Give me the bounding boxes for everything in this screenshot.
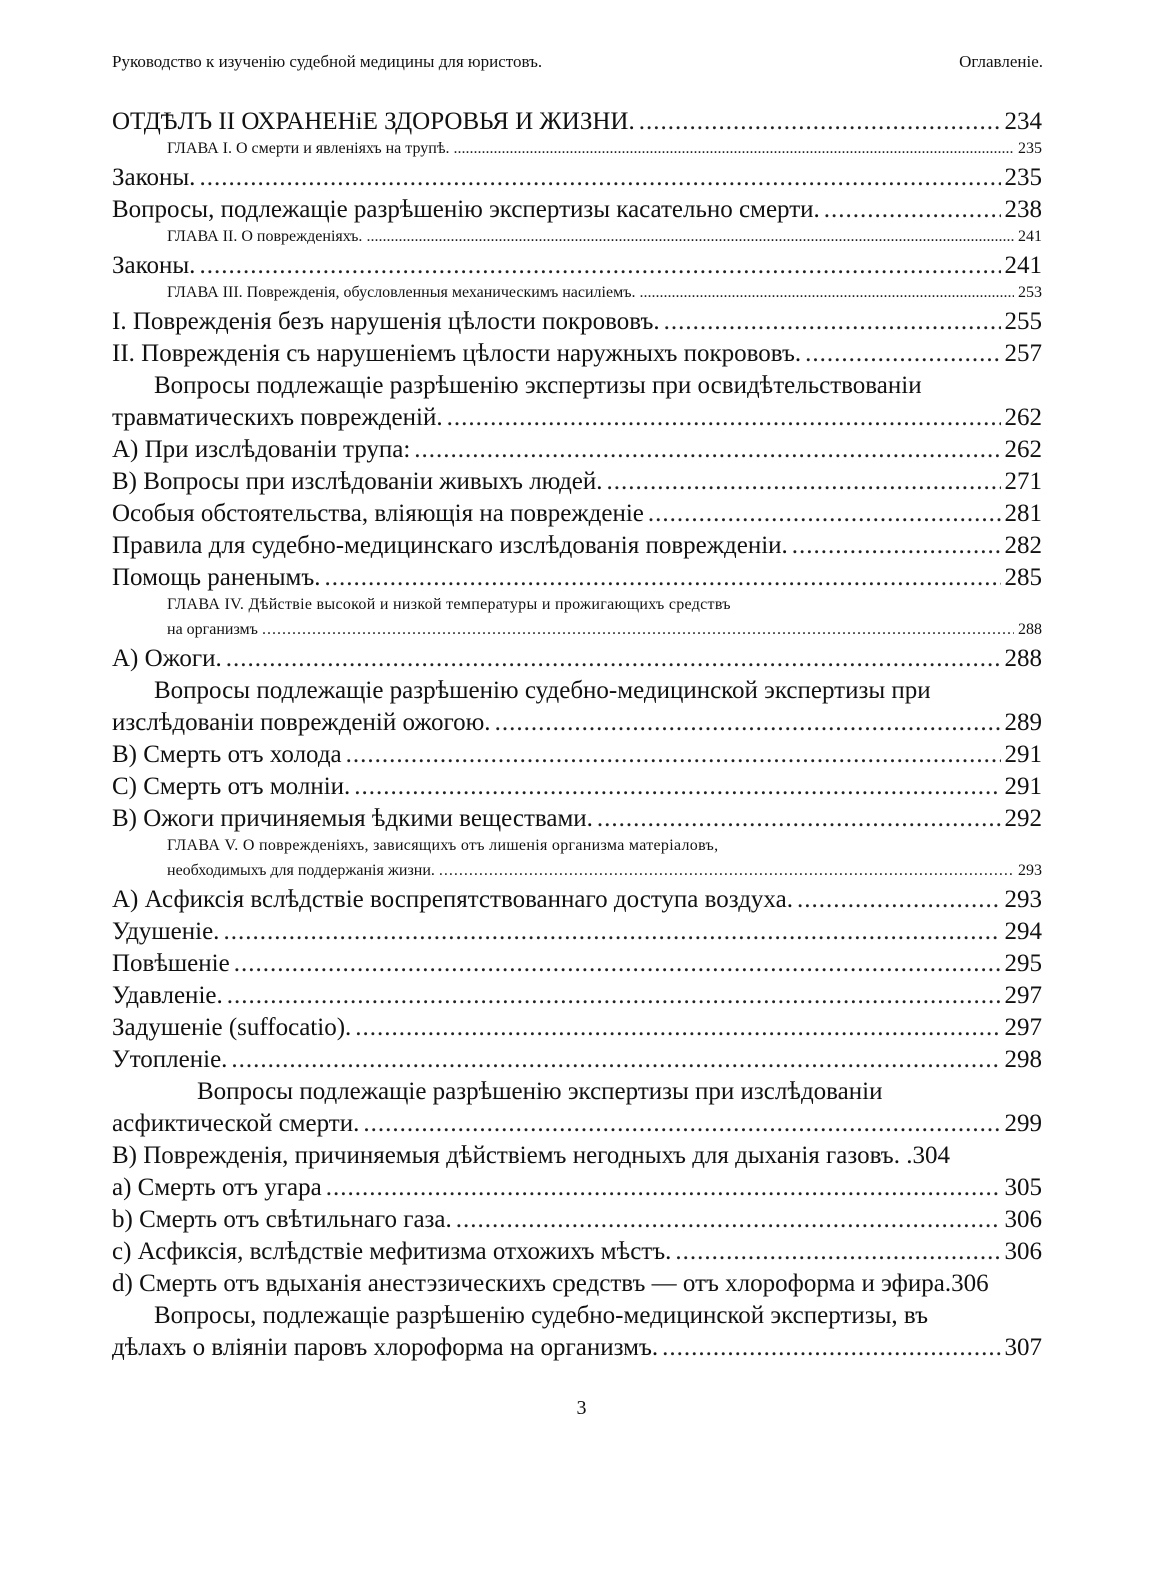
toc-entry-title: С) Смерть отъ молніи.: [112, 773, 351, 800]
toc-entry-page: 257: [1004, 340, 1042, 367]
toc-entry-title: дѣлахъ о вліяніи паровъ хлороформа на организмъ.: [112, 1334, 659, 1361]
toc-entry-title: Повѣшеніе: [112, 950, 230, 977]
toc-entry: [112, 500, 1042, 532]
toc-entry: [112, 108, 1042, 140]
toc-entry-line: ГЛАВА V. О поврежденіяхъ, зависящихъ отъ лишенія организма матеріаловъ,: [167, 837, 719, 854]
toc-entry-title: а) Смерть отъ угара: [112, 1174, 322, 1201]
toc-entry-page: 293: [1018, 862, 1042, 879]
toc-entry: [112, 404, 1042, 436]
toc-entry-page: 298: [1004, 1046, 1042, 1073]
toc-entry-page: 235: [1004, 164, 1042, 191]
toc-entry: [112, 564, 1042, 596]
header-title: Руководство к изученію судебной медицины для юристовъ.: [112, 52, 543, 71]
toc-entry: [112, 741, 1042, 773]
toc-entry: [112, 982, 1042, 1014]
toc-entry: [112, 308, 1042, 340]
toc-entry-title: А) При изслѣдованіи трупа:: [112, 436, 411, 463]
toc-entry-page: 304: [912, 1142, 950, 1169]
toc-entry-title: Задушеніе (suffocatio).: [112, 1014, 352, 1041]
toc-entry-title: В) Смерть отъ холода: [112, 741, 342, 768]
toc-entry: [112, 164, 1042, 196]
toc-entry-title: Особыя обстоятельства, вліяющія на поврежденіе: [112, 500, 644, 527]
toc-entry-line: Вопросы подлежащіе разрѣшенію экспертизы при изслѣдованіи: [197, 1078, 883, 1105]
toc-entry-title: Правила для судебно-медицинскаго изслѣдованія поврежденіи.: [112, 532, 788, 559]
toc-entry-title: ГЛАВА II. О поврежденіяхъ.: [167, 228, 363, 245]
toc-entry-page: 255: [1004, 308, 1042, 335]
toc-entry: [112, 1014, 1042, 1046]
toc-entry-page: 285: [1004, 564, 1042, 591]
toc-entry-title: Удавленіе.: [112, 982, 223, 1009]
toc-entry-title: асфиктической смерти.: [112, 1110, 360, 1137]
toc-entry-title: b) Смерть отъ свѣтильнаго газа.: [112, 1206, 452, 1233]
toc-entry-page: 293: [1004, 886, 1042, 913]
toc-entry-title: травматическихъ поврежденій.: [112, 404, 443, 431]
page-number: 3: [576, 1397, 587, 1419]
toc-entry: [112, 950, 1042, 982]
toc-entry: [112, 709, 1042, 741]
toc-entry: [112, 1238, 1042, 1270]
toc-entry-title: А) Асфиксія вслѣдствіе воспрепятствованнаго доступа воздуха.: [112, 886, 793, 913]
toc-entry: [112, 1142, 1042, 1174]
toc-entry: [112, 862, 1042, 886]
toc-entry-title: ГЛАВА III. Поврежденія, обусловленныя механическимъ насиліемъ.: [167, 284, 636, 301]
toc-entry-title: необходимыхъ для поддержанія жизни.: [167, 862, 435, 879]
toc-entry-title: с) Асфиксія, вслѣдствіе мефитизма отхожихъ мѣстъ.: [112, 1238, 672, 1265]
toc-entry: [112, 436, 1042, 468]
toc-entry-title: I. Поврежденія безъ нарушенія цѣлости покрововъ.: [112, 308, 660, 335]
header-section: Оглавленіе.: [959, 52, 1043, 71]
toc-entry-line: Вопросы, подлежащіе разрѣшенію судебно-медицинской экспертизы, въ: [154, 1302, 929, 1329]
toc-entry-page: 234: [1004, 108, 1042, 135]
toc-entry: [112, 1206, 1042, 1238]
toc-entry-page: 282: [1004, 532, 1042, 559]
toc-entry: [112, 468, 1042, 500]
toc-entry-page: 291: [1004, 741, 1042, 768]
toc-entry-page: 306: [1004, 1206, 1042, 1233]
toc-entry-page: 307: [1004, 1334, 1042, 1361]
toc-entry-page: 271: [1004, 468, 1042, 495]
toc-entry-title: Помощь раненымъ.: [112, 564, 321, 591]
table-of-contents: [112, 108, 1042, 1366]
toc-entry-title: В) Поврежденія, причиняемыя дѣйствіемъ негодныхъ для дыханія газовъ. .: [112, 1142, 913, 1169]
toc-entry: [112, 252, 1042, 284]
toc-entry-page: 305: [1004, 1174, 1042, 1201]
toc-entry-line: Вопросы подлежащіе разрѣшенію экспертизы при освидѣтельствованіи: [154, 372, 922, 399]
toc-entry-title: d) Смерть отъ вдыханія анестэзическихъ средствъ — отъ хлороформа и эфира.: [112, 1270, 952, 1297]
toc-entry: [112, 1334, 1042, 1366]
toc-entry-title: В) Ожоги причиняемыя ѣдкими веществами.: [112, 805, 593, 832]
toc-entry-page: 295: [1004, 950, 1042, 977]
toc-entry: [112, 645, 1042, 677]
toc-entry: [112, 1110, 1042, 1142]
toc-entry: [112, 284, 1042, 308]
toc-entry-title: Вопросы, подлежащіе разрѣшенію экспертизы касательно смерти.: [112, 196, 820, 223]
toc-entry: [112, 1174, 1042, 1206]
toc-entry: [112, 340, 1042, 372]
toc-entry: [112, 140, 1042, 164]
toc-entry-page: 235: [1018, 140, 1042, 157]
toc-entry-title: Законы.: [112, 164, 196, 191]
toc-entry: [112, 532, 1042, 564]
toc-entry-page: 253: [1018, 284, 1042, 301]
toc-entry-page: 262: [1004, 436, 1042, 463]
toc-entry-title: ОТДѢЛЪ II ОХРАНЕНiЕ ЗДОРОВЬЯ И ЖИЗНИ.: [112, 108, 635, 135]
toc-entry-title: ГЛАВА I. О смерти и явленіяхъ на трупѣ.: [167, 140, 450, 157]
toc-entry-page: 297: [1004, 982, 1042, 1009]
running-header: [112, 52, 1043, 72]
toc-entry-line: Вопросы подлежащіе разрѣшенію судебно-медицинской экспертизы при: [154, 677, 931, 704]
toc-entry: [112, 918, 1042, 950]
toc-entry: [112, 228, 1042, 252]
toc-entry-page: 241: [1018, 228, 1042, 245]
toc-entry: [112, 773, 1042, 805]
toc-entry-page: 306: [951, 1270, 989, 1297]
toc-entry-title: II. Поврежденія съ нарушеніемъ цѣлости наружныхъ покрововъ.: [112, 340, 802, 367]
toc-entry-page: 292: [1004, 805, 1042, 832]
toc-entry-page: 289: [1004, 709, 1042, 736]
toc-entry: [112, 886, 1042, 918]
toc-entry-page: 281: [1004, 500, 1042, 527]
toc-entry-page: 238: [1004, 196, 1042, 223]
toc-entry: [112, 196, 1042, 228]
toc-entry-page: 306: [1004, 1238, 1042, 1265]
toc-entry: [112, 805, 1042, 837]
toc-entry-page: 299: [1004, 1110, 1042, 1137]
toc-entry-page: 297: [1004, 1014, 1042, 1041]
toc-entry-page: 288: [1018, 621, 1042, 638]
toc-entry-title: В) Вопросы при изслѣдованіи живыхъ людей.: [112, 468, 603, 495]
toc-entry-title: Удушеніе.: [112, 918, 220, 945]
toc-entry-title: Утопленіе.: [112, 1046, 228, 1073]
toc-entry: [112, 1270, 1042, 1302]
toc-entry-title: А) Ожоги.: [112, 645, 222, 672]
toc-entry-title: на организмъ: [167, 621, 258, 638]
toc-entry-page: 241: [1004, 252, 1042, 279]
toc-entry: [112, 621, 1042, 645]
toc-entry: [112, 1046, 1042, 1078]
toc-entry-page: 291: [1004, 773, 1042, 800]
toc-entry-page: 262: [1004, 404, 1042, 431]
toc-entry-line: ГЛАВА IV. Дѣйствіе высокой и низкой температуры и прожигающихъ средствъ: [167, 596, 731, 613]
toc-entry-title: Законы.: [112, 252, 196, 279]
toc-entry-page: 288: [1004, 645, 1042, 672]
toc-entry-page: 294: [1004, 918, 1042, 945]
toc-entry-title: изслѣдованіи поврежденій ожогою.: [112, 709, 491, 736]
